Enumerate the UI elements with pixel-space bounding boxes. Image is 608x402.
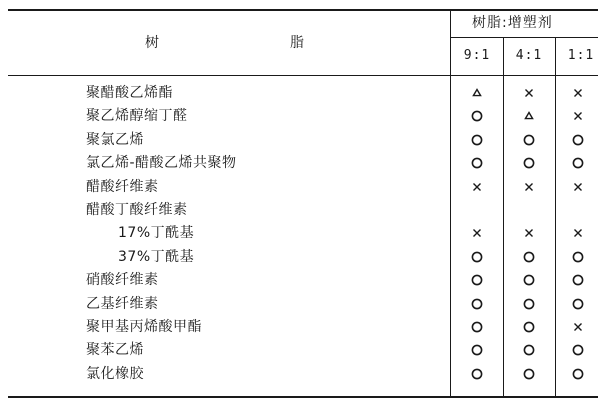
circle-mark-icon xyxy=(467,364,487,384)
table-row-label: 氯化橡胶 xyxy=(86,365,144,382)
vertical-divider-col3 xyxy=(555,37,556,396)
cross-mark-icon xyxy=(467,177,487,197)
circle-mark-icon xyxy=(568,270,588,290)
circle-mark-icon xyxy=(467,153,487,173)
circle-mark-icon xyxy=(519,294,539,314)
table-row-label: 聚苯乙烯 xyxy=(86,342,144,359)
cross-mark-icon xyxy=(519,177,539,197)
table-row-label: 聚氯乙烯 xyxy=(86,131,144,148)
cross-mark-icon xyxy=(568,106,588,126)
cross-mark-icon xyxy=(568,223,588,243)
circle-mark-icon xyxy=(519,130,539,150)
group-underline xyxy=(450,37,598,38)
triangle-mark-icon xyxy=(467,83,487,103)
circle-mark-icon xyxy=(568,364,588,384)
circle-mark-icon xyxy=(467,294,487,314)
circle-mark-icon xyxy=(568,153,588,173)
ratio-header-1-1: 1:1 xyxy=(567,48,595,63)
circle-mark-icon xyxy=(568,130,588,150)
header-bottom-rule xyxy=(8,75,598,76)
cross-mark-icon xyxy=(568,317,588,337)
top-rule xyxy=(8,9,598,11)
triangle-mark-icon xyxy=(519,106,539,126)
circle-mark-icon xyxy=(467,317,487,337)
table-row-label: 聚甲基丙烯酸甲酯 xyxy=(86,319,202,335)
circle-mark-icon xyxy=(519,270,539,290)
circle-mark-icon xyxy=(467,340,487,360)
circle-mark-icon xyxy=(519,340,539,360)
table-row-label: 37%丁酰基 xyxy=(118,248,195,265)
circle-mark-icon xyxy=(568,340,588,360)
ratio-header-4-1: 4:1 xyxy=(515,48,543,63)
cross-mark-icon xyxy=(467,223,487,243)
cross-mark-icon xyxy=(568,177,588,197)
circle-mark-icon xyxy=(467,270,487,290)
table-row-label: 17%丁酰基 xyxy=(118,225,195,242)
circle-mark-icon xyxy=(519,153,539,173)
circle-mark-icon xyxy=(467,247,487,267)
table-row-label: 醋酸纤维素 xyxy=(86,178,159,195)
table-row-label: 醋酸丁酸纤维素 xyxy=(86,202,188,218)
table-row-label: 硝酸纤维素 xyxy=(86,272,159,289)
table-row-label: 乙基纤维素 xyxy=(86,295,159,312)
resin-header-right: 脂 xyxy=(290,35,305,51)
vertical-divider-main xyxy=(450,10,451,396)
vertical-divider-col2 xyxy=(503,37,504,396)
cross-mark-icon xyxy=(519,83,539,103)
table-row-label: 聚乙烯醇缩丁醛 xyxy=(86,108,188,125)
circle-mark-icon xyxy=(568,294,588,314)
bottom-rule xyxy=(8,396,598,398)
cross-mark-icon xyxy=(568,83,588,103)
circle-mark-icon xyxy=(467,106,487,126)
resin-header-left: 树 xyxy=(145,35,160,51)
circle-mark-icon xyxy=(519,247,539,267)
circle-mark-icon xyxy=(519,317,539,337)
circle-mark-icon xyxy=(519,364,539,384)
cross-mark-icon xyxy=(519,223,539,243)
ratio-header-9-1: 9:1 xyxy=(463,48,491,63)
table-row-label: 氯乙烯-醋酸乙烯共聚物 xyxy=(86,155,237,172)
ratio-group-header: 树脂:增塑剂 xyxy=(472,15,553,31)
circle-mark-icon xyxy=(467,130,487,150)
table-row-label: 聚醋酸乙烯酯 xyxy=(86,85,173,101)
circle-mark-icon xyxy=(568,247,588,267)
